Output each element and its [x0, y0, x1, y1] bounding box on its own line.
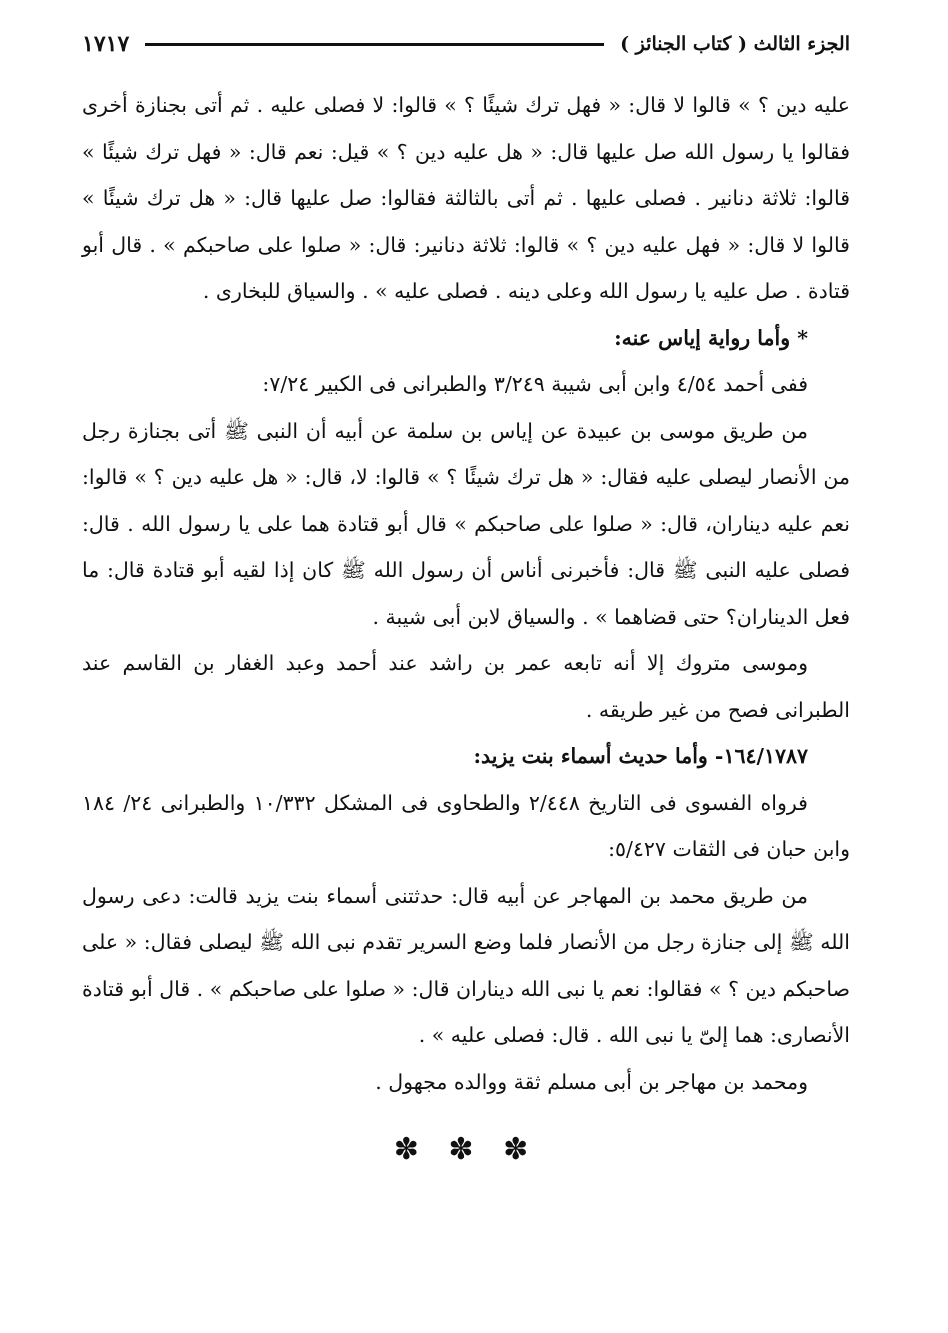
page-number: ١٧١٧	[82, 31, 130, 57]
running-header	[82, 22, 850, 66]
section-heading-iyas: * وأما رواية إياس عنه:	[614, 325, 808, 350]
header-rule	[145, 43, 604, 46]
paragraph-hadith-text: عليه دين ؟ » قالوا لا قال: « فهل ترك شيئًا ؟ » قالوا: لا فصلى عليه . ثم أتى بجنازة أخرى فقالوا يا رسول الله صل عليها قال: « هل عليه دين ؟ » قيل: نعم قال: « فهل ترك شيئًا » قالوا: ثلاثة دنانير . فصلى عليها . ثم أتى بالثالثة فقالوا: صل عليها قال: « هل ترك شيئًا » قالوا لا قال: « فهل عليه دين ؟ » قالوا: ثلاثة دنانير: قال: « صلوا على صاحبكم » . قال أبو قتادة . صل عليه يا رسول الله وعلى دينه . فصلى عليه » . والسياق للبخارى .	[82, 93, 850, 303]
paragraph-muhajir-grading: ومحمد بن مهاجر بن أبى مسلم ثقة ووالده مجهول .	[375, 1069, 808, 1094]
paragraph-muhajir-chain: من طريق محمد بن المهاجر عن أبيه قال: حدثتنى أسماء بنت يزيد قالت: دعى رسول الله ﷺ إلى جنازة رجل من الأنصار فلما وضع السرير تقدم نبى الله ﷺ ليصلى فقال: « على صاحبكم دين ؟ » فقالوا: نعم يا نبى الله ديناران قال: « صلوا على صاحبكم » . قال أبو قتادة الأنصارى: هما إلىّ يا نبى الله . قال: فصلى عليه » .	[82, 883, 850, 1047]
running-title: الجزء الثالث ( كتاب الجنائز )	[620, 33, 850, 55]
section-end-ornament: ✽ ✽ ✽	[393, 1132, 539, 1167]
section-heading-asma: ١٦٤/١٧٨٧- وأما حديث أسماء بنت يزيد:	[473, 744, 808, 768]
paragraph-sources-ahmad: ففى أحمد ٤/٥٤ وابن أبى شيبة ٣/٢٤٩ والطبرانى فى الكبير ٧/٢٤:	[262, 372, 808, 396]
paragraph-musa-grading: وموسى متروك إلا أنه تابعه عمر بن راشد عند أحمد وعبد الغفار بن القاسم عند الطبرانى فصح من غير طريقه .	[82, 651, 850, 722]
paragraph-sources-fasawi: فرواه الفسوى فى التاريخ ٢/٤٤٨ والطحاوى فى المشكل ١٠/٣٣٢ والطبرانى ٢٤/ ١٨٤ وابن حبان فى الثقات ٥/٤٢٧:	[82, 790, 850, 861]
page-body	[82, 82, 850, 1105]
page	[82, 22, 850, 1173]
paragraph-musa-chain: من طريق موسى بن عبيدة عن إياس بن سلمة عن أبيه أن النبى ﷺ أتى بجنازة رجل من الأنصار ليصلى عليه فقال: « هل ترك شيئًا ؟ » قالوا: لا، قال: « هل عليه دين ؟ » قالوا: نعم عليه ديناران، قال: « صلوا على صاحبكم » قال أبو قتادة هما على يا رسول الله . قال: فصلى عليه النبى ﷺ قال: فأخبرنى أناس أن رسول الله ﷺ كان إذا لقيه أبو قتادة قال: ما فعل الديناران؟ حتى قضاهما » . والسياق لابن أبى شيبة .	[82, 418, 850, 629]
